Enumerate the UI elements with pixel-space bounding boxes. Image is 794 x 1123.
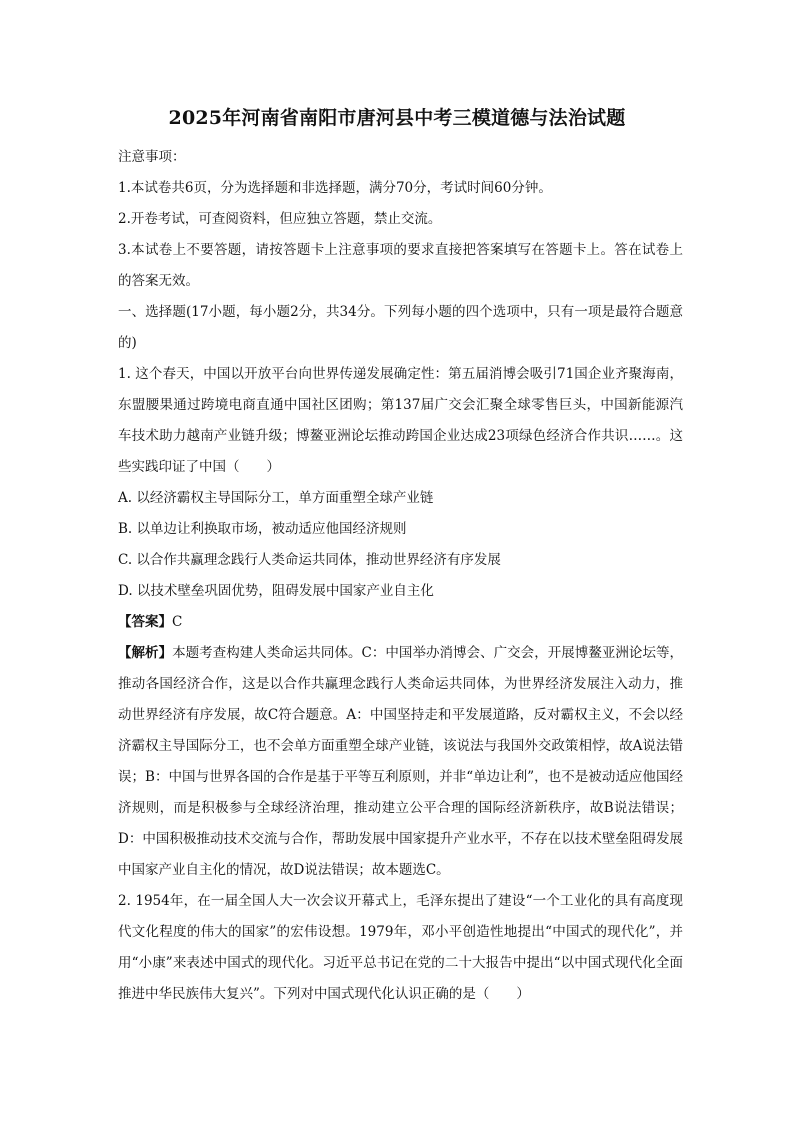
question-1-answer	[118, 607, 683, 638]
question-2-stem: 2. 1954年，在一届全国人大一次会议开幕式上，毛泽东提出了建设“一个工业化的具有高度现代文化程度的伟大的国家”的宏伟设想。1979年，邓小平创造性地提出“中国式的现代化”，并用“小康”来表述中国式的现代化。习近平总书记在党的二十大报告中提出“以中国式现代化全面推进中华民族伟大复兴”。下列对中国式现代化认识正确的是（ ）	[118, 893, 683, 1002]
notice-item-1: 1.本试卷共6页，分为选择题和非选择题，满分70分，考试时间60分钟。	[118, 180, 552, 196]
answer-value: C	[172, 614, 183, 630]
page-title: 2025年河南省南阳市唐河县中考三模道德与法治试题	[168, 107, 626, 129]
analysis-tag: 【解析】	[118, 645, 173, 661]
analysis-text: 本题考查构建人类命运共同体。C：中国举办消博会、广交会，开展博鳌亚洲论坛等，推动各国经济合作，这是以合作共赢理念践行人类命运共同体，为世界经济发展注入动力，推动世界经济有序发展，故C符合题意。A：中国坚持走和平发展道路，反对霸权主义，不会以经济霸权主导国际分工，也不会单方面重塑全球产业链，该说法与我国外交政策相悖，故A说法错误；B：中国与世界各国的合作是基于平等互利原则，并非“单边让利”，也不是被动适应他国经济规则，而是积极参与全球经济治理，推动建立公平合理的国际经济新秩序，故B说法错误；D：中国积极推动技术交流与合作，帮助发展中国家提升产业水平，不存在以技术壁垒阻碍发展中国家产业自主化的情况，故D说法错误；故本题选C。	[118, 645, 683, 878]
question-1-option-d: D. 以技术壁垒巩固优势，阻碍发展中国家产业自主化	[118, 583, 434, 599]
section-heading: 一、选择题(17小题，每小题2分，共34分。下列每小题的四个选项中，只有一项是最符合题意的)	[118, 304, 683, 351]
question-1-option-a: A. 以经济霸权主导国际分工，单方面重塑全球产业链	[118, 490, 434, 506]
notice-item-3: 3.本试卷上不要答题，请按答题卡上注意事项的要求直接把答案填写在答题卡上。答在试卷上的答案无效。	[118, 242, 683, 289]
question-1-option-c: C. 以合作共赢理念践行人类命运共同体，推动世界经济有序发展	[118, 552, 501, 568]
notice-item-2: 2.开卷考试，可查阅资料，但应独立答题，禁止交流。	[118, 211, 442, 227]
question-1-option-b: B. 以单边让利换取市场，被动适应他国经济规则	[118, 521, 407, 537]
question-1-analysis	[118, 638, 683, 886]
notice-heading: 注意事项：	[118, 149, 186, 165]
document-body	[118, 142, 683, 1010]
question-1-stem: 1. 这个春天，中国以开放平台向世界传递发展确定性：第五届消博会吸引71国企业齐聚海南，东盟腰果通过跨境电商直通中国社区团购；第137届广交会汇聚全球零售巨头，中国新能源汽车技术助力越南产业链升级；博鳌亚洲论坛推动跨国企业达成23项绿色经济合作共识……。这些实践印证了中国（ ）	[118, 366, 683, 475]
answer-tag: 【答案】	[118, 614, 172, 630]
